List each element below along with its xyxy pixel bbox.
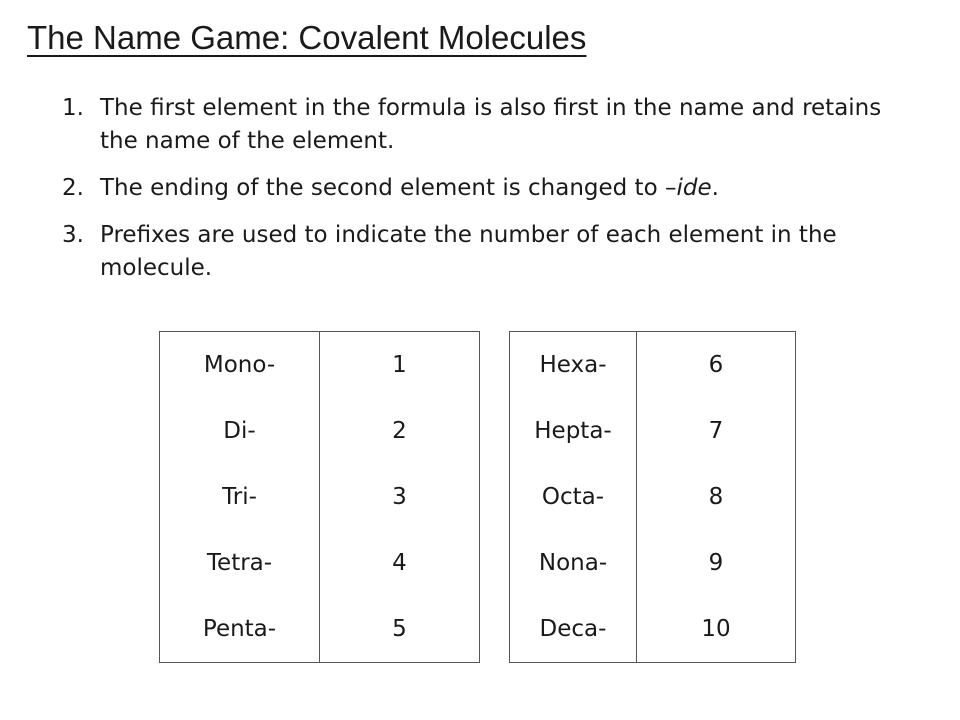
number-cell: 3	[320, 464, 480, 530]
number-cell: 6	[637, 332, 796, 399]
rule-item-1	[62, 92, 922, 158]
prefix-cell: Di-	[160, 398, 320, 464]
rule-text	[100, 175, 719, 201]
prefix-cell: Hepta-	[510, 398, 637, 464]
rule-text-end: .	[711, 175, 719, 201]
rule-number: 1.	[62, 95, 84, 121]
number-cell: 7	[637, 398, 796, 464]
prefix-cell: Penta-	[160, 596, 320, 663]
rules-list	[62, 92, 922, 299]
rule-item-2	[62, 172, 922, 205]
table-row	[160, 332, 480, 399]
table-row	[510, 398, 796, 464]
rule-number: 3.	[62, 222, 84, 248]
table-row	[510, 530, 796, 596]
prefix-cell: Mono-	[160, 332, 320, 399]
number-cell: 2	[320, 398, 480, 464]
number-cell: 4	[320, 530, 480, 596]
rule-text: The first element in the formula is also first in the name and retains the name of the element.	[100, 95, 882, 154]
number-cell: 10	[637, 596, 796, 663]
prefix-cell: Octa-	[510, 464, 637, 530]
rule-text-start: The ending of the second element is changed to –	[100, 175, 677, 201]
number-cell: 9	[637, 530, 796, 596]
rule-number: 2.	[62, 175, 84, 201]
table-row	[160, 596, 480, 663]
table-row	[510, 596, 796, 663]
rule-text: Prefixes are used to indicate the number of each element in the molecule.	[100, 222, 837, 281]
number-cell: 5	[320, 596, 480, 663]
rule-text-suffix-ide: ide	[676, 175, 712, 201]
number-cell: 8	[637, 464, 796, 530]
table-row	[160, 464, 480, 530]
prefix-cell: Tri-	[160, 464, 320, 530]
prefix-cell: Nona-	[510, 530, 637, 596]
slide-title: The Name Game: Covalent Molecules	[27, 19, 587, 56]
rule-item-3	[62, 219, 922, 285]
number-cell: 1	[320, 332, 480, 399]
table-row	[510, 332, 796, 399]
prefix-cell: Tetra-	[160, 530, 320, 596]
prefix-table-left	[159, 331, 480, 663]
table-row	[160, 398, 480, 464]
prefix-table-right	[509, 331, 796, 663]
prefix-cell: Deca-	[510, 596, 637, 663]
table-row	[510, 464, 796, 530]
table-row	[160, 530, 480, 596]
prefix-cell: Hexa-	[510, 332, 637, 399]
